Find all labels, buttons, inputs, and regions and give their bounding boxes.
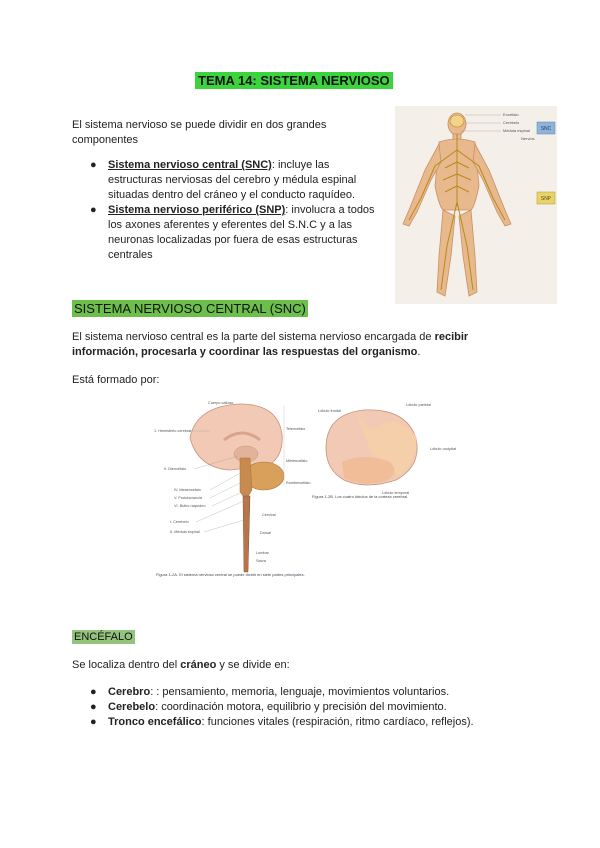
brain-label: Cervical	[262, 513, 276, 517]
snc-heading: SISTEMA NERVIOSO CENTRAL (SNC)	[74, 301, 306, 316]
list-item	[90, 700, 510, 715]
page-title: TEMA 14: SISTEMA NERVIOSO	[195, 72, 393, 89]
body-label: Médula espinal	[503, 128, 530, 133]
bullet-icon: ●	[90, 204, 97, 216]
intro-paragraph: El sistema nervioso se puede dividir en dos grandes componentes	[72, 119, 327, 146]
encefalo-paragraph	[72, 658, 290, 673]
list-item-text: : coordinación motora, equilibrio y precisión del movimiento.	[155, 701, 447, 713]
encefalo-paragraph-text: Se localiza dentro del	[72, 659, 181, 671]
bullet-icon: ●	[90, 716, 97, 728]
brain-label: Dorsal	[260, 531, 271, 535]
brain-label: Sacra	[256, 559, 266, 563]
body-label: Encéfalo	[503, 112, 519, 117]
list-item-term: Sistema nervioso central (SNC)	[108, 159, 272, 171]
snc-box-label: SNC	[540, 126, 552, 132]
list-item	[90, 158, 386, 203]
list-item-text: : : pensamiento, memoria, lenguaje, movimientos voluntarios.	[150, 686, 450, 698]
brain-label: V. Protuberancia	[174, 496, 202, 500]
list-item	[90, 715, 510, 730]
encefalo-paragraph-end: y se divide en:	[216, 659, 290, 671]
brain-label: II. Diencéfalo	[164, 467, 187, 471]
snc-paragraph	[72, 330, 482, 360]
encefalo-paragraph-bold: cráneo	[180, 659, 217, 671]
formed-by-text: Está formado por:	[72, 374, 160, 386]
nervous-system-body-figure	[395, 106, 557, 304]
caption-left: Figura 1-2A. El sistema nervioso central se puede dividir en siete partes principales.	[156, 572, 305, 577]
brain-label: 1. Hemisferio cerebral	[154, 429, 192, 433]
brain-label: Rombencéfalo	[286, 481, 311, 485]
brain-label: Lumbar	[256, 551, 269, 555]
list-item	[90, 685, 510, 700]
brain-label-top: Cuerpo calloso	[208, 401, 234, 405]
caption-right: Figura 1-2B. Los cuatro lóbulos de la corteza cerebral.	[312, 494, 409, 499]
brain-label: Telencéfalo	[286, 427, 306, 431]
brain-label: II. Médula espinal	[170, 530, 200, 534]
bullet-icon: ●	[90, 686, 97, 698]
snp-box-label: SNP	[540, 196, 552, 202]
lobe-label: Lóbulo temporal	[382, 491, 410, 495]
brain-figure	[150, 396, 457, 584]
body-label: Nervios	[521, 136, 535, 141]
list-item-term: Sistema nervioso periférico (SNP)	[108, 204, 286, 216]
list-item-term: Cerebro	[108, 686, 151, 698]
bullet-icon: ●	[90, 701, 97, 713]
brain-label: I. Cerebelo	[170, 520, 189, 524]
encefalo-heading: ENCÉFALO	[74, 631, 133, 643]
lobe-label: Lóbulo occipital	[430, 447, 457, 451]
snc-paragraph-bold: recibir información, procesarla y coordinar las respuestas del organismo	[72, 331, 469, 358]
list-item-term: Cerebelo	[108, 701, 156, 713]
body-label: Cerebelo	[503, 120, 520, 125]
snc-paragraph-end: .	[417, 346, 421, 358]
encefalo-list	[90, 685, 510, 730]
list-item-text: : incluye las estructuras nerviosas del cerebro y médula espinal situadas dentro del cráneo y el conducto raquídeo.	[108, 159, 357, 201]
brain-label: VI. Bulbo raquídeo	[174, 504, 206, 508]
list-item-text: : involucra a todos los axones aferentes y eferentes del S.N.C y a las neuronas localizadas por fuera de esas estructuras centrales	[108, 204, 375, 261]
lobe-label: Lóbulo parietal	[406, 403, 431, 407]
brain-label: Mielencéfalo	[286, 459, 308, 463]
list-item-text: : funciones vitales (respiración, ritmo cardíaco, reflejos).	[201, 716, 474, 728]
list-item	[90, 203, 386, 263]
snc-paragraph-text: El sistema nervioso central es la parte del sistema nervioso encargada de	[72, 331, 435, 343]
components-list	[90, 158, 386, 263]
lobe-label: Lóbulo frontal	[318, 409, 342, 413]
bullet-icon: ●	[90, 159, 97, 171]
list-item-term: Tronco encefálico	[108, 716, 202, 728]
brain-label: IV. Mesencéfalo	[174, 488, 201, 492]
